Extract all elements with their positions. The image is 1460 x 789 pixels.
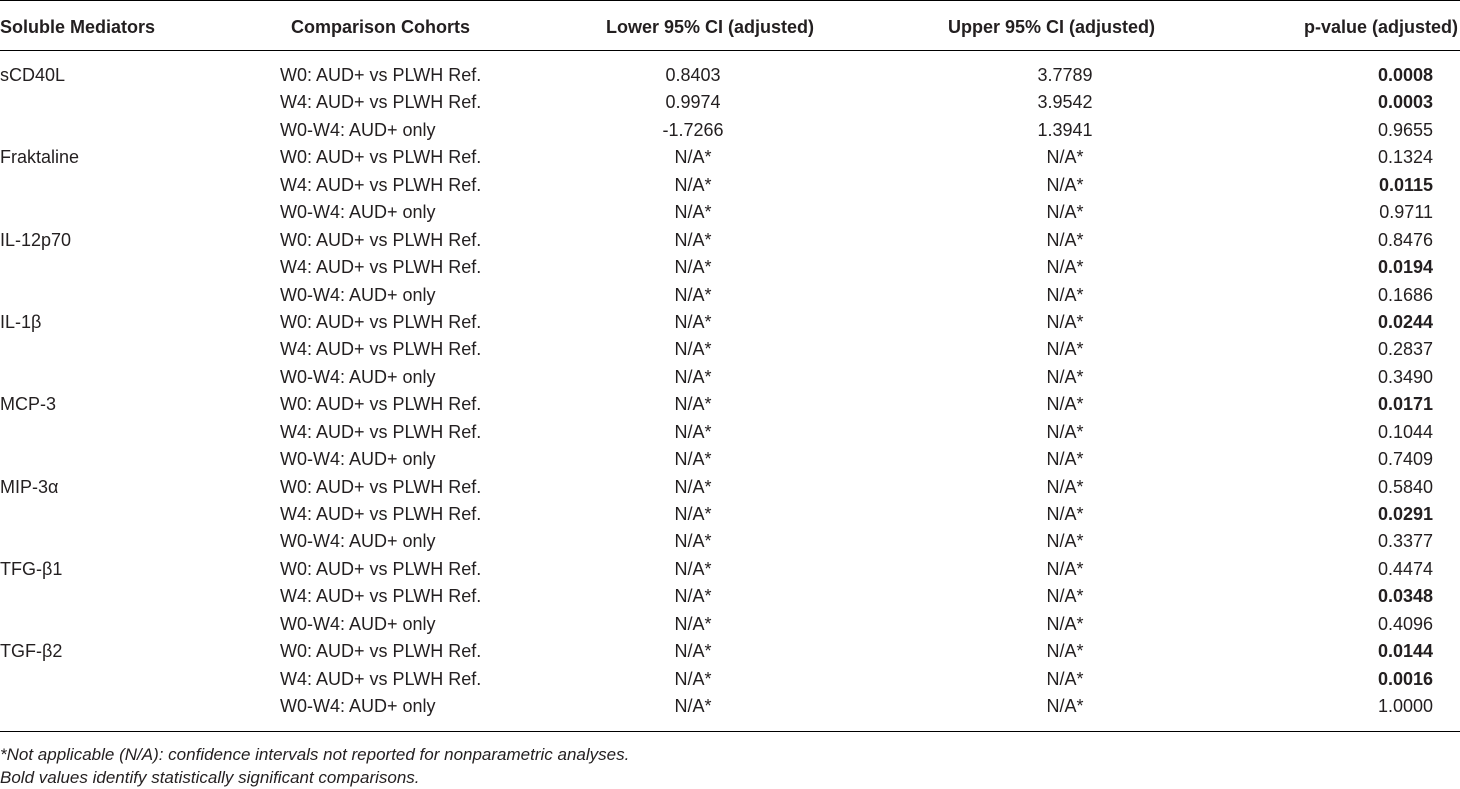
upper-ci-cell: N/A* (1046, 421, 1084, 442)
lower-ci-cell: N/A* (674, 366, 712, 387)
upper-ci-cell: N/A* (1046, 476, 1084, 497)
cohort-cell: W0: AUD+ vs PLWH Ref. (280, 641, 482, 662)
cohort-cell: W0: AUD+ vs PLWH Ref. (280, 311, 482, 332)
mediator-cell: Fraktaline (0, 147, 80, 168)
table-row (0, 583, 1460, 610)
pvalue-cell: 0.0348 (1377, 586, 1433, 607)
lower-ci-cell: N/A* (674, 147, 712, 168)
pvalue-cell: 0.3490 (1377, 366, 1433, 387)
lower-ci-cell: N/A* (674, 311, 712, 332)
pvalue-cell: 0.4096 (1377, 613, 1433, 634)
table-row (0, 309, 1460, 336)
pvalue-cell: 0.5840 (1377, 476, 1433, 497)
upper-ci-cell: N/A* (1046, 449, 1084, 470)
upper-ci-cell: N/A* (1046, 394, 1084, 415)
upper-ci-cell: N/A* (1046, 558, 1084, 579)
cohort-cell: W0-W4: AUD+ only (280, 284, 436, 305)
lower-ci-cell: N/A* (674, 476, 712, 497)
header-upper-ci: Upper 95% CI (adjusted) (948, 17, 1156, 37)
mediator-cell: sCD40L (0, 65, 66, 85)
pvalue-cell: 0.0194 (1377, 257, 1433, 278)
cohort-cell: W4: AUD+ vs PLWH Ref. (280, 174, 482, 195)
mediator-cell: IL-12p70 (0, 229, 72, 250)
lower-ci-cell: N/A* (674, 531, 712, 552)
lower-ci-cell: N/A* (674, 668, 712, 689)
table-row (0, 391, 1460, 418)
pvalue-cell: 0.8476 (1377, 229, 1433, 250)
cohort-cell: W0-W4: AUD+ only (280, 531, 436, 552)
upper-ci-cell: N/A* (1046, 339, 1084, 360)
cohort-cell: W0-W4: AUD+ only (280, 202, 436, 223)
table-row (0, 474, 1460, 501)
upper-ci-cell: N/A* (1046, 284, 1084, 305)
table-row (0, 666, 1460, 693)
lower-ci-cell: N/A* (674, 449, 712, 470)
pvalue-cell: 0.3377 (1377, 531, 1433, 552)
cohort-cell: W4: AUD+ vs PLWH Ref. (280, 421, 482, 442)
table-row (0, 528, 1460, 555)
lower-ci-cell: 0.8403 (665, 65, 721, 85)
mediator-cell: TFG-β1 (0, 558, 63, 579)
table-body (0, 62, 1460, 721)
upper-ci-cell: N/A* (1046, 531, 1084, 552)
lower-ci-cell: N/A* (674, 586, 712, 607)
cohort-cell: W0: AUD+ vs PLWH Ref. (280, 394, 482, 415)
table-row (0, 227, 1460, 254)
pvalue-cell: 0.0291 (1377, 504, 1433, 524)
cohort-cell: W4: AUD+ vs PLWH Ref. (280, 339, 482, 360)
footnote-bold: Bold values identify statistically significant comparisons. (0, 768, 420, 787)
pvalue-cell: 0.0115 (1378, 174, 1433, 195)
header-top-rule (0, 0, 1460, 1)
lower-ci-cell: N/A* (674, 174, 712, 195)
table-row (0, 501, 1460, 528)
pvalue-cell: 0.0003 (1377, 92, 1433, 113)
lower-ci-cell: N/A* (674, 394, 712, 415)
table-row (0, 199, 1460, 226)
cohort-cell: W0-W4: AUD+ only (280, 449, 436, 470)
pvalue-cell: 0.0144 (1377, 641, 1433, 662)
pvalue-cell: 0.9655 (1377, 119, 1433, 140)
table-row (0, 638, 1460, 665)
table-row (0, 556, 1460, 583)
lower-ci-cell: N/A* (674, 339, 712, 360)
table-row (0, 611, 1460, 638)
cohort-cell: W4: AUD+ vs PLWH Ref. (280, 92, 482, 113)
cohort-cell: W0-W4: AUD+ only (280, 119, 436, 140)
mediator-cell: IL-1β (0, 311, 42, 332)
lower-ci-cell: N/A* (674, 504, 712, 524)
footnote-na: *Not applicable (N/A): confidence intervals not reported for nonparametric analyses. (0, 745, 630, 764)
upper-ci-cell: N/A* (1046, 586, 1084, 607)
upper-ci-cell: N/A* (1046, 504, 1084, 524)
table-row (0, 446, 1460, 473)
upper-ci-cell: N/A* (1046, 202, 1084, 223)
upper-ci-cell: N/A* (1046, 668, 1084, 689)
table-row (0, 144, 1460, 171)
pvalue-cell: 0.2837 (1377, 339, 1433, 360)
header-bottom-rule (0, 50, 1460, 51)
upper-ci-cell: N/A* (1046, 229, 1084, 250)
cohort-cell: W0: AUD+ vs PLWH Ref. (280, 476, 482, 497)
cohort-cell: W0-W4: AUD+ only (280, 613, 436, 634)
lower-ci-cell: N/A* (674, 284, 712, 305)
lower-ci-cell: N/A* (674, 641, 712, 662)
cohort-cell: W0-W4: AUD+ only (280, 696, 436, 717)
cohort-cell: W0: AUD+ vs PLWH Ref. (280, 147, 482, 168)
upper-ci-cell: N/A* (1046, 311, 1084, 332)
header-pvalue: p-value (adjusted) (1303, 17, 1458, 37)
upper-ci-cell: N/A* (1046, 257, 1084, 278)
upper-ci-cell: 1.3941 (1037, 119, 1093, 140)
upper-ci-cell: N/A* (1046, 174, 1084, 195)
table-row (0, 282, 1460, 309)
upper-ci-cell: N/A* (1046, 696, 1084, 717)
table-row (0, 364, 1460, 391)
upper-ci-cell: N/A* (1046, 641, 1084, 662)
pvalue-cell: 0.7409 (1377, 449, 1433, 470)
lower-ci-cell: N/A* (674, 229, 712, 250)
lower-ci-cell: N/A* (674, 558, 712, 579)
table-row (0, 117, 1460, 144)
cohort-cell: W4: AUD+ vs PLWH Ref. (280, 586, 482, 607)
header-mediator: Soluble Mediators (0, 17, 156, 37)
header-lower-ci: Lower 95% CI (adjusted) (606, 17, 815, 37)
lower-ci-cell: N/A* (674, 613, 712, 634)
cohort-cell: W0: AUD+ vs PLWH Ref. (280, 558, 482, 579)
upper-ci-cell: 3.9542 (1037, 92, 1093, 113)
pvalue-cell: 0.0244 (1377, 311, 1433, 332)
table-bottom-rule (0, 731, 1460, 732)
upper-ci-cell: N/A* (1046, 366, 1084, 387)
pvalue-cell: 0.1324 (1377, 147, 1433, 168)
cohort-cell: W4: AUD+ vs PLWH Ref. (280, 668, 482, 689)
pvalue-cell: 0.0171 (1377, 394, 1433, 415)
table-row (0, 693, 1460, 720)
upper-ci-cell: N/A* (1046, 147, 1084, 168)
table-row (0, 254, 1460, 281)
table-row (0, 89, 1460, 116)
upper-ci-cell: N/A* (1046, 613, 1084, 634)
upper-ci-cell: 3.7789 (1037, 65, 1093, 85)
lower-ci-cell: 0.9974 (665, 92, 721, 113)
cohort-cell: W4: AUD+ vs PLWH Ref. (280, 504, 482, 524)
mediator-cell: TGF-β2 (0, 641, 63, 662)
cohort-cell: W0: AUD+ vs PLWH Ref. (280, 65, 482, 85)
lower-ci-cell: N/A* (674, 696, 712, 717)
pvalue-cell: 1.0000 (1377, 696, 1433, 717)
table-row (0, 419, 1460, 446)
lower-ci-cell: N/A* (674, 202, 712, 223)
table-row (0, 336, 1460, 363)
cohort-cell: W0-W4: AUD+ only (280, 366, 436, 387)
pvalue-cell: 0.1686 (1377, 284, 1433, 305)
header-cohort: Comparison Cohorts (291, 17, 471, 37)
pvalue-cell: 0.0008 (1377, 65, 1433, 85)
lower-ci-cell: N/A* (674, 257, 712, 278)
mediator-cell: MIP-3α (0, 476, 59, 497)
cohort-cell: W0: AUD+ vs PLWH Ref. (280, 229, 482, 250)
cohort-cell: W4: AUD+ vs PLWH Ref. (280, 257, 482, 278)
table-row (0, 62, 1460, 89)
lower-ci-cell: -1.7266 (662, 119, 724, 140)
pvalue-cell: 0.0016 (1377, 668, 1433, 689)
mediator-cell: MCP-3 (0, 394, 57, 415)
table-row (0, 172, 1460, 199)
lower-ci-cell: N/A* (674, 421, 712, 442)
pvalue-cell: 0.9711 (1379, 202, 1433, 223)
pvalue-cell: 0.1044 (1377, 421, 1433, 442)
pvalue-cell: 0.4474 (1377, 558, 1433, 579)
